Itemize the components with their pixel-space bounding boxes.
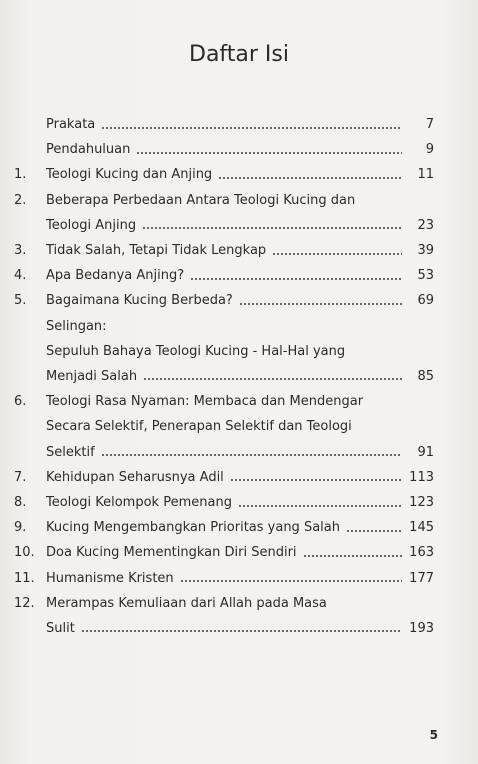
page-number: 5: [429, 728, 438, 742]
toc-entry-page: 53: [417, 268, 434, 284]
toc-entry-line: [46, 116, 434, 133]
toc-entry-page: 163: [409, 545, 434, 561]
dot-leader: [218, 177, 402, 179]
dot-leader: [230, 479, 402, 481]
toc-entry-line: [46, 595, 434, 612]
toc-entry-number: 8.: [14, 495, 27, 510]
toc-entry-title: Teologi Kucing dan Anjing: [46, 167, 213, 183]
toc-entry-title: Teologi Kelompok Pemenang: [46, 495, 232, 510]
toc-entry-line: [46, 418, 434, 435]
toc-entry-line: [46, 166, 434, 183]
toc-entry-line: [46, 192, 434, 209]
dot-leader: [303, 555, 402, 557]
toc-entry-line: [46, 570, 434, 587]
toc-entry-title: Prakata: [46, 117, 96, 132]
dot-leader: [81, 630, 402, 632]
dot-leader: [239, 303, 402, 305]
toc-entry-line: [46, 494, 434, 511]
dot-leader: [190, 278, 402, 280]
toc-entry-page: 177: [409, 570, 434, 586]
toc-entry-number: 10.: [14, 545, 35, 561]
dot-leader: [101, 454, 402, 456]
toc-entry-line: [46, 141, 434, 158]
toc-entry-line: [46, 318, 434, 335]
toc-entry-title: Sepuluh Bahaya Teologi Kucing - Hal-Hal yang: [46, 343, 346, 359]
toc-entry-page: 85: [417, 368, 434, 384]
dot-leader: [346, 530, 402, 532]
toc-entry-title: Selektif: [46, 444, 95, 460]
toc-entry-title: Pendahuluan: [46, 142, 131, 158]
toc-entry-title: Humanisme Kristen: [46, 570, 174, 586]
toc-entry-line: [46, 544, 434, 561]
toc-entry-line: [46, 620, 434, 637]
toc-entry-page: 123: [409, 495, 434, 510]
toc-entry-number: 7.: [14, 469, 27, 485]
toc-entry-page: 9: [425, 142, 434, 158]
dot-leader: [136, 152, 402, 154]
toc-entry-line: [46, 267, 434, 284]
toc-entry-page: 145: [409, 520, 434, 536]
dot-leader: [238, 505, 402, 507]
toc-entry-title: Teologi Anjing: [46, 217, 137, 233]
toc-entry-title: Merampas Kemuliaan dari Allah pada Masa: [46, 595, 327, 611]
toc-entry-page: 113: [409, 469, 434, 485]
toc-entry-page: 69: [417, 293, 434, 309]
page-title: Daftar Isi: [189, 42, 289, 67]
toc-entry-title: Secara Selektif, Penerapan Selektif dan Teologi: [46, 419, 352, 435]
toc-entry-line: [46, 368, 434, 385]
toc-entry-number: 6.: [14, 394, 27, 410]
toc-entry-number: 11.: [14, 570, 35, 586]
toc-entry-title: Kehidupan Seharusnya Adil: [46, 469, 224, 485]
toc-entry-page: 39: [417, 243, 434, 258]
toc-entry-line: [46, 242, 434, 259]
toc-entry-title: Bagaimana Kucing Berbeda?: [46, 293, 233, 309]
toc-entry-page: 193: [409, 620, 434, 636]
toc-entry-title: Menjadi Salah: [46, 368, 138, 384]
toc-entry-line: [46, 519, 434, 536]
toc-entry-title: Beberapa Perbedaan Antara Teologi Kucing dan: [46, 192, 356, 208]
toc-entry-line: [46, 469, 434, 486]
dot-leader: [142, 227, 402, 229]
toc-entry-title: Sulit: [46, 620, 75, 636]
dot-leader: [272, 253, 402, 255]
toc-entry-line: [46, 444, 434, 461]
toc-entry-title: Tidak Salah, Tetapi Tidak Lengkap: [46, 243, 267, 258]
toc-entry-line: [46, 393, 434, 410]
toc-entry-title: Doa Kucing Mementingkan Diri Sendiri: [46, 545, 297, 561]
toc-entry-title: Teologi Rasa Nyaman: Membaca dan Mendengar: [46, 394, 364, 410]
toc-entry-page: 11: [417, 167, 434, 183]
toc-entry-number: 5.: [14, 293, 27, 309]
toc-entry-number: 4.: [14, 268, 27, 284]
dot-leader: [101, 127, 402, 129]
toc-entry-number: 2.: [14, 192, 27, 208]
toc-entry-line: [46, 343, 434, 360]
toc-entry-number: 9.: [14, 520, 27, 536]
toc-entry-number: 3.: [14, 243, 27, 258]
toc-entry-number: 1.: [14, 167, 27, 183]
dot-leader: [180, 580, 402, 582]
toc-entry-number: 12.: [14, 595, 35, 611]
toc-entry-title: Kucing Mengembangkan Prioritas yang Salah: [46, 520, 340, 536]
toc-entry-title: Selingan:: [46, 318, 107, 334]
toc-entry-title: Apa Bedanya Anjing?: [46, 268, 185, 284]
dot-leader: [143, 378, 402, 380]
toc-entry-line: [46, 292, 434, 309]
toc-entry-page: 7: [425, 117, 434, 132]
toc-entry-page: 23: [417, 217, 434, 233]
toc-entry-page: 91: [417, 444, 434, 460]
toc-entry-line: [46, 217, 434, 234]
